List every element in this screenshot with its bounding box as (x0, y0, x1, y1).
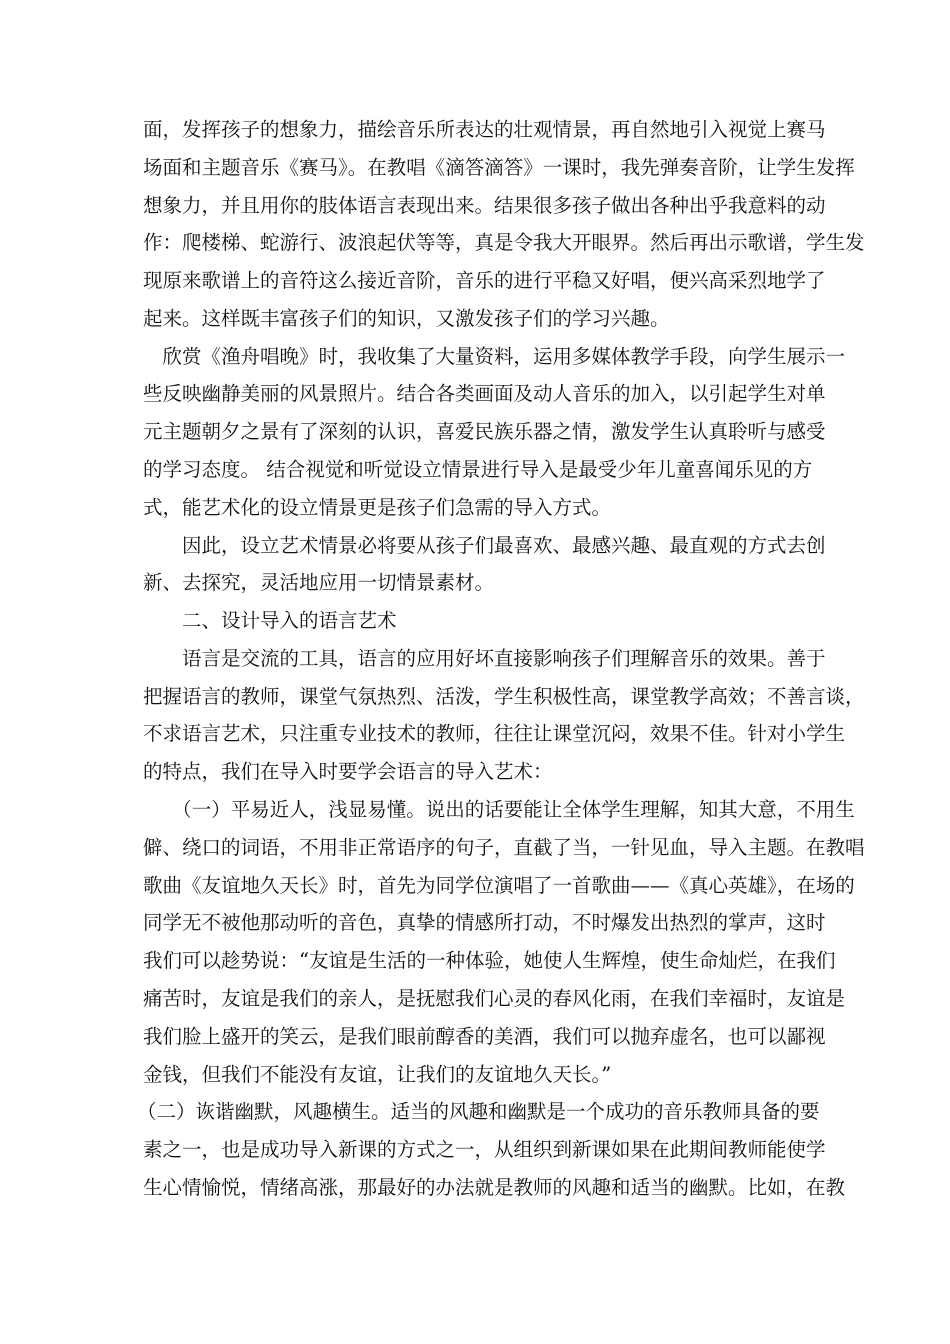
text-line: 场面和主题音乐《赛马》。在教唱《滴答滴答》一课时，我先弹奏音阶，让学生发挥 (143, 155, 855, 179)
text-line: 痛苦时，友谊是我们的亲人，是抚慰我们心灵的春风化雨，在我们幸福时，友谊是 (143, 986, 846, 1010)
text-line: 同学无不被他那动听的音色，真挚的情感所打动，不时爆发出热烈的掌声，这时 (143, 911, 826, 935)
text-line: 语言是交流的工具，语言的应用好坏直接影响孩子们理解音乐的效果。善于 (143, 646, 826, 670)
text-line: （二）诙谐幽默，风趣横生。适当的风趣和幽默是一个成功的音乐教师具备的要 (137, 1100, 820, 1124)
text-line: 想象力，并且用你的肢体语言表现出来。结果很多孩子做出各种出乎我意料的动 (143, 193, 826, 217)
text-line: 不求语言艺术，只注重专业技术的教师，往往让课堂沉闷，效果不佳。针对小学生 (143, 722, 846, 746)
text-line: 把握语言的教师，课堂气氛热烈、活泼，学生积极性高，课堂教学高效；不善言谈， (143, 684, 865, 708)
text-line: 作：爬楼梯、蛇游行、波浪起伏等等，真是令我大开眼界。然后再出示歌谱，学生发 (143, 231, 865, 255)
text-line: 新、去探究，灵活地应用一切情景素材。 (143, 571, 495, 595)
text-line: 二、设计导入的语言艺术 (143, 609, 397, 633)
text-line: 欣赏《渔舟唱晚》时，我收集了大量资料，运用多媒体教学手段，向学生展示一 (143, 344, 846, 368)
text-line: 歌曲《友谊地久天长》时，首先为同学位演唱了一首歌曲——《真心英雄》，在场的 (143, 873, 855, 897)
text-line: 我们脸上盛开的笑云，是我们眼前醇香的美酒，我们可以抛弃虚名，也可以鄙视 (143, 1024, 826, 1048)
text-line: 僻、绕口的词语，不用非正常语序的句子，直截了当，一针见血，导入主题。在教唱 (143, 835, 865, 859)
text-line: 的特点，我们在导入时要学会语言的导入艺术： (143, 760, 553, 784)
text-line: 面，发挥孩子的想象力，描绘音乐所表达的壮观情景，再自然地引入视觉上赛马 (143, 118, 826, 141)
text-line: 起来。这样既丰富孩子们的知识，又激发孩子们的学习兴趣。 (143, 306, 670, 330)
text-line: 式，能艺术化的设立情景更是孩子们急需的导入方式。 (143, 495, 612, 519)
text-line: 我们可以趁势说：“友谊是生活的一种体验，她使人生辉煌，使生命灿烂，在我们 (143, 949, 836, 973)
text-line: 因此，设立艺术情景必将要从孩子们最喜欢、最感兴趣、最直观的方式去创 (143, 533, 826, 557)
text-line: 些反映幽静美丽的风景照片。结合各类画面及动人音乐的加入，以引起学生对单 (143, 382, 826, 406)
text-line: 金钱，但我们不能没有友谊，让我们的友谊地久天长。” (143, 1062, 612, 1086)
text-line: 现原来歌谱上的音符这么接近音阶，音乐的进行平稳又好唱，便兴高采烈地学了 (143, 269, 826, 293)
text-line: （一）平易近人，浅显易懂。说出的话要能让全体学生理解，知其大意，不用生 (143, 798, 855, 822)
text-line: 素之一，也是成功导入新课的方式之一，从组织到新课如果在此期间教师能使学 (143, 1138, 826, 1162)
text-line: 生心情愉悦，情绪高涨，那最好的办法就是教师的风趣和适当的幽默。比如，在教 (143, 1175, 846, 1199)
text-line: 元主题朝夕之景有了深刻的认识，喜爱民族乐器之情，激发学生认真聆听与感受 (143, 420, 826, 444)
text-line: 的学习态度。 结合视觉和听觉设立情景进行导入是最受少年儿童喜闻乐见的方 (143, 458, 813, 482)
